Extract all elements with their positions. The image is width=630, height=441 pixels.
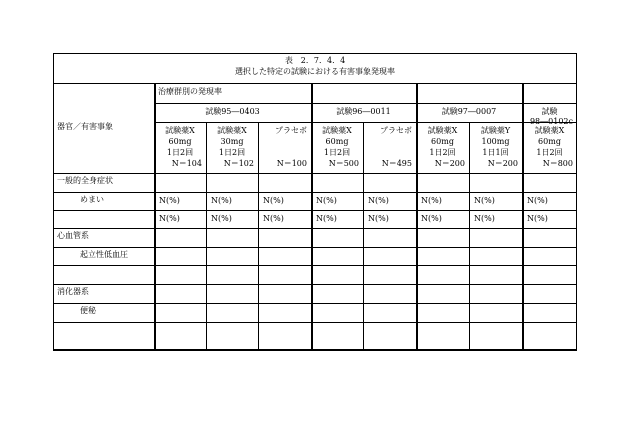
row-header-label: 器官／有害事象: [57, 122, 113, 131]
group-header-label: 治療群別の発現率: [158, 87, 222, 96]
study-label: 試験95―0403: [205, 107, 260, 116]
column-frequency: 1日2回: [536, 148, 563, 157]
column-frequency: 1日2回: [166, 148, 194, 157]
row-rule: [53, 192, 577, 193]
table-cell: N(%): [159, 196, 180, 205]
column-drug: 試験薬X: [427, 126, 458, 135]
column-n: N＝102: [223, 159, 254, 168]
border-bottom: [53, 349, 577, 351]
column-drug: プラセボ: [380, 126, 412, 135]
border-left: [53, 53, 54, 351]
column-n: N＝100: [276, 159, 307, 168]
table-cell: N(%): [474, 214, 495, 223]
column-frequency: 1日2回: [218, 148, 246, 157]
row-label: めまい: [80, 195, 104, 204]
column-n: N＝200: [487, 159, 518, 168]
column-drug: 試験薬X: [217, 126, 247, 135]
row-rule: [53, 210, 577, 211]
column-drug: 試験薬Y: [480, 126, 511, 135]
table-cell: N(%): [527, 214, 548, 223]
table-cell: N(%): [211, 196, 232, 205]
column-n: N＝500: [328, 159, 359, 168]
column-n: N＝495: [381, 159, 412, 168]
title-rule: [53, 83, 577, 84]
row-rule: [53, 265, 577, 266]
table-cell: N(%): [159, 214, 180, 223]
column-dose: 60mg: [431, 137, 454, 146]
header-bottom-rule: [53, 173, 577, 174]
study-label: 試験: [541, 107, 558, 116]
thick-column-rule: [416, 83, 418, 351]
row-label: 起立性低血圧: [80, 250, 128, 259]
column-dose: 60mg: [538, 137, 561, 146]
table-cell: N(%): [316, 196, 337, 205]
row-rule: [53, 284, 577, 285]
study-label: 試験96―0011: [336, 107, 391, 116]
column-drug: プラセボ: [275, 126, 307, 135]
column-frequency: 1日1回: [482, 148, 509, 157]
column-frequency: 1日2回: [429, 148, 456, 157]
table-cell: N(%): [527, 196, 548, 205]
adverse-event-table: [53, 53, 577, 351]
row-rule: [53, 228, 577, 229]
thick-column-rule: [311, 83, 313, 351]
study-label-id: 98―0102c: [529, 117, 573, 126]
row-rule: [53, 247, 577, 248]
table-cell: N(%): [474, 196, 495, 205]
row-label: 消化器系: [57, 287, 89, 296]
column-n: N＝104: [171, 159, 202, 168]
column-dose: 100mg: [481, 137, 510, 146]
study-label: 試験97―0007: [441, 107, 497, 116]
column-frequency: 1日2回: [323, 148, 351, 157]
row-label: 一般的全身症状: [57, 176, 113, 185]
row-rule: [53, 322, 577, 323]
table-cell: N(%): [263, 196, 284, 205]
column-drug: 試験薬X: [165, 126, 195, 135]
table-cell: N(%): [211, 214, 232, 223]
column-dose: 60mg: [168, 137, 192, 146]
column-dose: 30mg: [220, 137, 244, 146]
row-label: 便秘: [80, 306, 96, 315]
table-number: 表 2．7．4．4: [284, 56, 346, 65]
border-top: [53, 53, 577, 54]
table-cell: N(%): [368, 196, 389, 205]
column-dose: 60mg: [325, 137, 349, 146]
column-n: N＝200: [434, 159, 465, 168]
table-cell: N(%): [368, 214, 389, 223]
table-cell: N(%): [263, 214, 284, 223]
column-rule: [258, 122, 259, 351]
column-drug: 試験薬X: [534, 126, 565, 135]
border-right: [576, 53, 577, 351]
thick-column-rule: [154, 83, 156, 351]
table-cell: N(%): [421, 214, 442, 223]
group-rule: [154, 103, 577, 104]
row-rule: [53, 303, 577, 304]
study-rule: [154, 122, 577, 123]
column-n: N＝800: [542, 159, 573, 168]
column-drug: 試験薬X: [322, 126, 352, 135]
table-cell: N(%): [316, 214, 337, 223]
table-title: 選択した特定の試験における有害事象発現率: [235, 67, 395, 76]
table-cell: N(%): [421, 196, 442, 205]
row-label: 心血管系: [57, 231, 89, 240]
column-rule: [363, 122, 364, 351]
